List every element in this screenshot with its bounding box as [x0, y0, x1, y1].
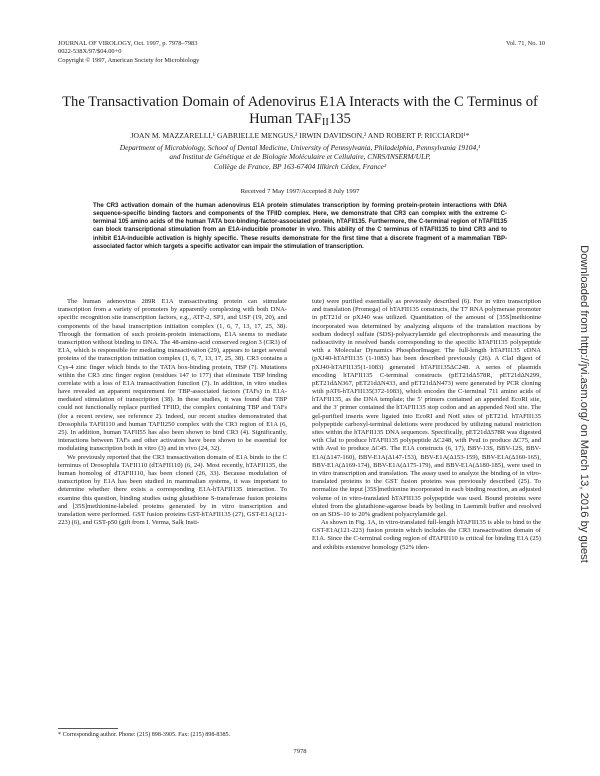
body-paragraph: We previously reported that the CR3 transactivation domain of E1A binds to the C terminus of Drosophila TAFII110 (dTAFII110) (6, 24). Most recently, hTAFII135, the human homolog of dTAFII110, has been cloned (26, 33). Because modulation of transcription by E1A has been studied in mammalian systems, it was important to determine whether there exists a corresponding E1A-hTAFII135 interaction. To examine this question, binding studies using glutathione S-transferase fusion proteins and [35S]methionine-labeled proteins generated by in vitro transcription and translation were performed. GST fusion proteins GST-hTAFII135 (27), GST-E1A(121-223) (6), and GST-p50 (gift from I. Verma, Salk Insti-	[58, 453, 287, 527]
journal-citation: JOURNAL OF VIROLOGY, Oct. 1997, p. 7978–7983	[58, 40, 198, 47]
page-number: 7978	[293, 748, 307, 755]
download-watermark-text: Downloaded from http://jvi.asm.org/ on March 13, 2016 by guest	[578, 245, 590, 563]
body-column-left	[58, 298, 287, 527]
title-subscript: II	[321, 117, 329, 128]
corresponding-author-footnote: * Corresponding author. Phone: (215) 898-3905. Fax: (215) 898-8385.	[58, 732, 231, 738]
body-paragraph: As shown in Fig. 1A, in vitro-translated full-length hTAFII135 is able to bind to the GST-E1A(121-223) fusion protein which includes the CR3 transactivation domain of E1A. Since the C-terminal coding region of dTAFII110 is critical for binding E1A (25) and exhibits extensive homology (52% iden-	[312, 519, 541, 551]
body-paragraph: tute) were purified essentially as previously described (6). For in vitro transcription and translation (Promega) of hTAFII135 constructs, the T7 RNA polymerase promoter in pET21d or pXJ40 was utilized. Quantitation of the amount of [35S]methionine incorporated was determined by analyzing aliquots of the translation reactions by sodium dodecyl sulfate (SDS)-polyacrylamide gel electrophoresis and measuring the radioactivity in resolved bands corresponding to the specific hTAFII135 polypeptide with a Molecular Dynamics PhosphorImager. The full-length hTAFII135 cDNA (pXJ40-hTAFII135 (1-1083) has been described previously (26). A ClaI digest of pXJ40-hTAFII135(1-1083) generated hTAFII135ΔC248. A series of plasmids encoding hTAFII135 C-terminal constructs (pET21dΔ578R, pET21dΔN299, pET21dΔN367, pET21dΔN433, and pET21dΔN473) were generated by PCR cloning with pAT6-hTAFII135(372-1083), which encodes the C-terminal 711 amino acids of hTAFII135, as the DNA template; the 5′ primers contained an appended EcoRI site, and the 3′ primer contained the hTAFII135 stop codon and an appended NotI site. The gel-purified inserts were ligated into EcoRI and NotI sites of pET21d. hTAFII135 polypeptide carboxyl-terminal deletions were produced by utilizing natural restriction sites within the hTAFII135 DNA sequences. Specifically, pET21dΔ578R was digested with ClaI to produce hTAFII135 polypeptide ΔC248, with PvuI to produce ΔC75, and with AvaI to produce ΔC45. The E1A constructs (6, 17), BBV-13S, BBV-12S, BBV-E1A(Δ147-160), BBV-E1A(Δ147-153), BBV-E1A(Δ153-159), BBV-E1A(Δ160-165), BBV-E1A(Δ169-174), BBV-E1A(Δ175-179), and BBV-E1A(Δ180-185), were used in in vitro transcription and translation. The assay used to analyze the binding of in vitro-translated proteins to the GST fusion proteins was previously described (25). To normalize the input [35S]methionine incorporated in each binding reaction, an adjusted volume of in vitro-translated hTAFII135 polypeptide was used. Bound proteins were eluted from the glutathione-agarose beads by boiling in Laemmli buffer and resolved on an SDS–10 to 20% gradient polyacrylamide gel.	[312, 298, 541, 518]
author-list: JOAN M. MAZZARELLI,¹ GABRIELLE MENGUS,² IRWIN DAVIDSON,² AND ROBERT P. RICCIARDI¹*	[130, 131, 470, 140]
body-paragraph: The human adenovirus 289R E1A transactivating protein can stimulate transcription from a variety of promoters by apparently complexing with both DNA-specific recognition site transcription factors, e.g., ATF-2, SP1, and USF (19, 20), and components of the basal transcription initiation complex (1, 6, 7, 13, 17, 25, 38). Through the formation of such protein-protein interactions, E1A seems to mediate transcription without binding to DNA. The 48-amino-acid conserved region 3 (CR3) of E1A, which is responsible for mediating transactivation (29), appears to target several proteins of the transcription initiation complex (1, 6, 7, 13, 17, 25, 38). CR3 contains a Cys-4 zinc finger which binds to the TATA box-binding protein, TBP (7). Mutations within the CR3 zinc finger region (residues 147 to 177) that eliminate TBP binding correlate with a loss of E1A transactivation function (7). In addition, in vitro studies have revealed an apparent requirement for TBP-associated factors (TAFs) in E1A-mediated stimulation of transcription (38). In these studies, it was found that TBP could not functionally replace purified TFIID, the complex containing TBP and TAFs (for a recent review, see reference 2). Indeed, our recent studies demonstrated that Drosophila TAFII110 and human TAFII250 complex with the CR3 region of E1A (6, 25). In addition, human TAFII55 has also been shown to bind CR3 (4). Significantly, interactions between TAFs and other activators have been shown to be essential for modulating transcription both in vitro (3) and in vivo (24, 32).	[58, 298, 287, 453]
body-column-right	[312, 298, 541, 552]
volume-info: Vol. 71, No. 10	[506, 40, 545, 47]
abstract: The CR3 activation domain of the human adenovirus E1A protein stimulates transcription by forming protein-protein interactions with DNA sequence-specific binding factors and components of the TFIID complex. Here, we demonstrate that CR3 can complex with the extreme C-terminal 105 amino acids of the human TATA box-binding-factor-associated protein, hTAFII135. Furthermore, the C-terminal region of hTAFII135 can block transcriptional stimulation from an E1A-inducible promoter in vivo. This ability of the C terminus of hTAFII135 to bind CR3 and to inhibit E1A-inducible activation is highly specific. These results demonstrate for the first time that a discrete fragment of a mammalian TBP-associated factor which targets a specific activator can impair the stimulation of transcription.	[93, 203, 507, 250]
affiliation-line: and Institut de Génétique et de Biologie Moléculaire et Cellulaire, CNRS/INSERM/ULP,	[169, 152, 431, 162]
affiliation-line: Collège de France, BP 163-67404 Illkirch Cédex, France²	[213, 161, 387, 171]
title-main: The Transactivation Domain of Adenovirus E1A Interacts with the C Terminus of Human TAF	[62, 94, 538, 127]
affiliations	[58, 143, 542, 171]
issn-line: 0022-538X/97/$04.00+0	[58, 48, 122, 56]
title-suffix: 135	[328, 111, 351, 127]
copyright-line: Copyright © 1997, American Society for Microbiology	[58, 56, 200, 64]
affiliation-line: Department of Microbiology, School of Dental Medicine, University of Pennsylvania, Philadelphia, Pennsylvania 19104,¹	[119, 143, 481, 152]
article-title	[58, 94, 542, 128]
footnote-divider	[58, 728, 118, 729]
journal-header	[58, 40, 199, 65]
received-dates: Received 7 May 1997/Accepted 8 July 1997	[240, 188, 360, 195]
